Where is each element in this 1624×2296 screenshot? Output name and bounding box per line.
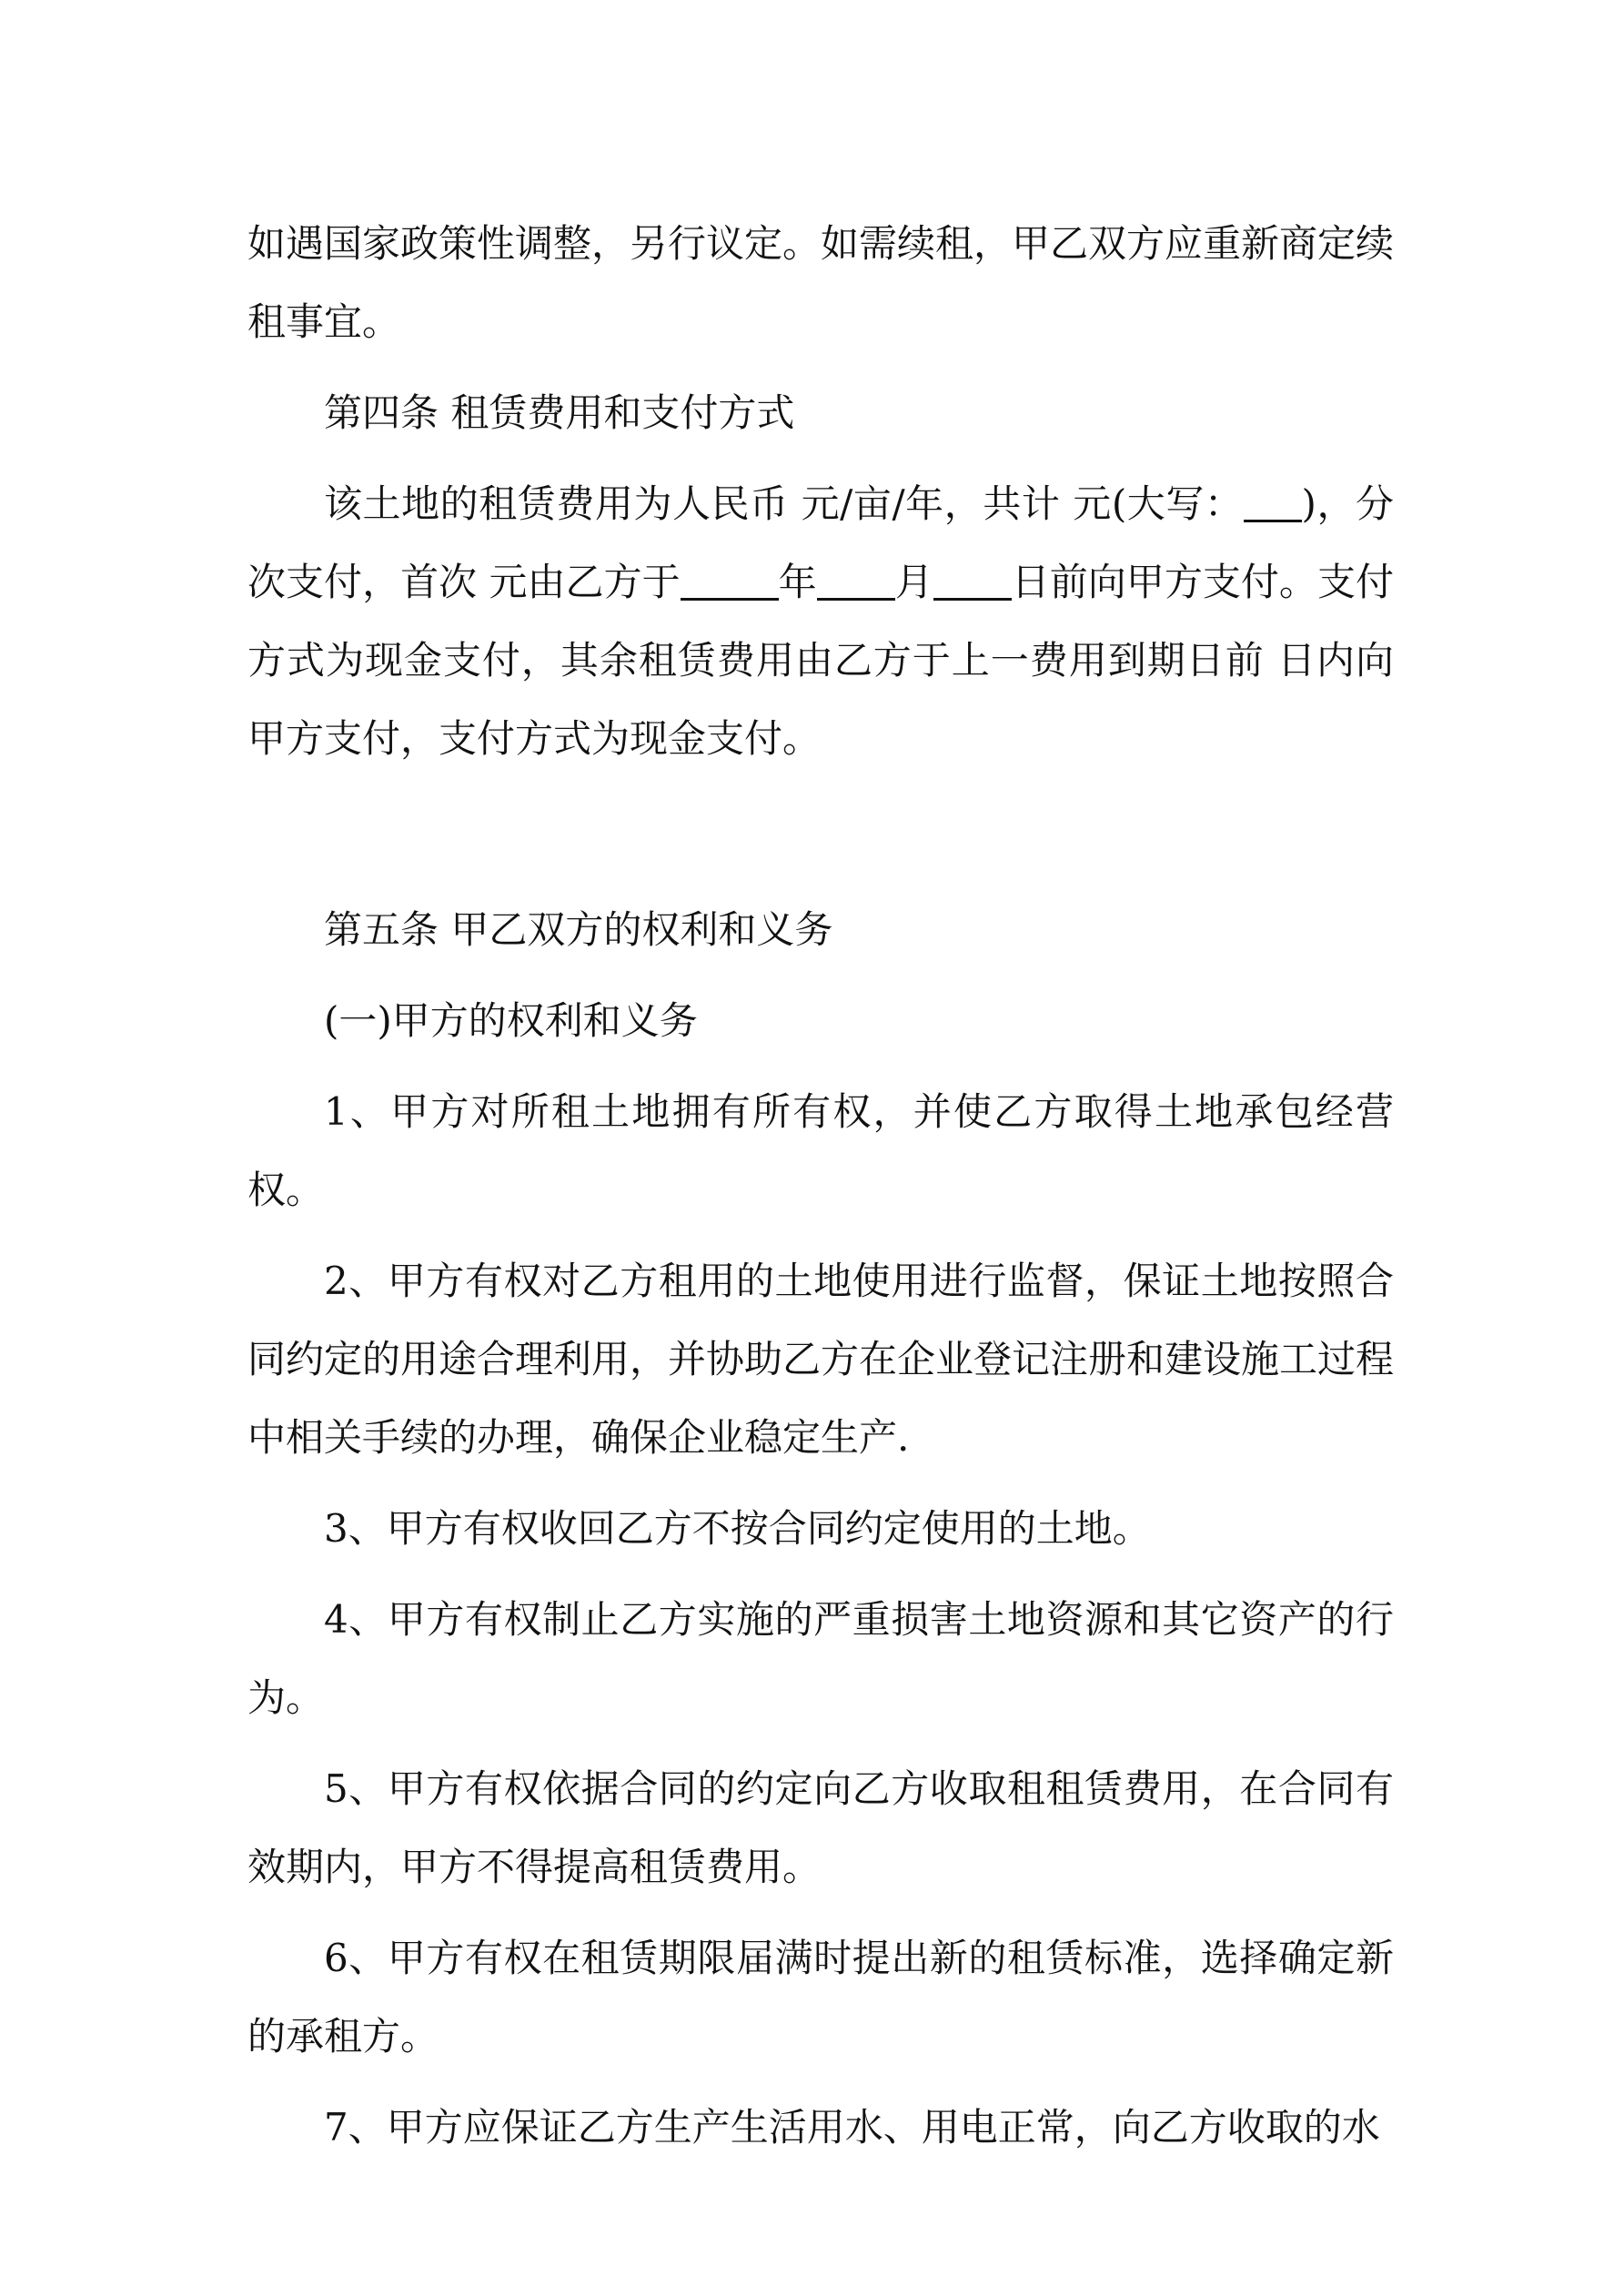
list-item: 2、甲方有权对乙方租用的土地使用进行监督，保证土地按照合同约定的用途合理利用，并协助乙方在企业登记注册和建设施工过程中相关手续的办理，确保企业稳定生产. — [247, 1259, 1395, 1460]
fee-text-b: )，分次支付，首次 元由乙方于 — [247, 481, 1395, 604]
list-item: 3、甲方有权收回乙方不按合同约定使用的土地。 — [324, 1506, 1151, 1551]
list-item: 4、甲方有权制止乙方实施的严重损害土地资源和其它资产的行为。 — [247, 1597, 1394, 1720]
list-item: 7、甲方应保证乙方生产生活用水、用电正常，向乙方收取的水 — [324, 2105, 1380, 2149]
fee-text-year: 年 — [778, 560, 817, 604]
fee-text-a: 该土地的租赁费用为人民币 元/亩/年，共计 元(大写： — [324, 481, 1244, 526]
paragraph-rental-fee — [247, 465, 1394, 778]
list-item: 5、甲方有权依据合同的约定向乙方收取租租赁费用，在合同有效期内，甲方不得提高租赁费用。 — [247, 1766, 1394, 1889]
document-body — [247, 205, 1394, 2180]
blank-month — [817, 561, 895, 601]
blank-day — [933, 561, 1012, 601]
list-item: 6、甲方有权在租赁期限届满时提出新的租赁标准，选择确定新的承租方。 — [247, 1936, 1394, 2058]
paragraph-renewal: 如遇国家政策性调整，另行议定。如需续租，甲乙双方应重新商定续租事宜。 — [247, 221, 1395, 344]
blank-year — [681, 561, 779, 601]
blank-amount-uppercase — [1244, 483, 1302, 522]
section-gap — [247, 791, 1394, 891]
fee-text-month: 月 — [894, 560, 933, 604]
article-5-title: 第五条 甲乙双方的权利和义务 — [324, 907, 833, 952]
article-4-title: 第四条 租赁费用和支付方式 — [324, 390, 795, 435]
fee-text-e: 日前向甲方支付。支付方式为现金支付，其余租赁费用由乙方于上一费用到期日前 日内向甲方支付，支付方式为现金支付。 — [247, 560, 1394, 761]
section-party-a-title: (一)甲方的权利和义务 — [324, 998, 698, 1043]
list-item: 1、甲方对所租土地拥有所有权，并使乙方取得土地承包经营权。 — [247, 1089, 1394, 1212]
